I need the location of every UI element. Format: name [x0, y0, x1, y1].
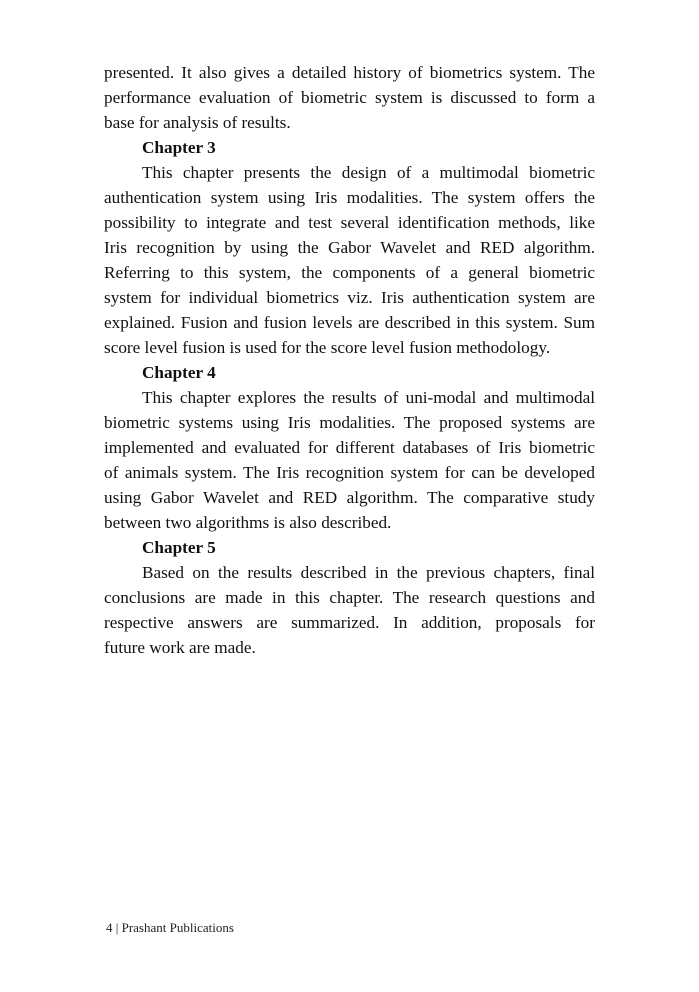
text-line: biometric systems using Iris modalities. The proposed systems are [104, 413, 595, 432]
text-line: system for individual biometrics viz. Iris authentication system are [104, 288, 595, 307]
intro-paragraph [104, 60, 595, 135]
text-line: Based on the results described in the previous chapters, final [142, 563, 595, 582]
text-line: performance evaluation of biometric system is discussed to form a [104, 88, 595, 107]
chapter-5-section [104, 535, 595, 660]
text-line: This chapter explores the results of uni-modal and multimodal [142, 388, 595, 407]
page-footer: 4 | Prashant Publications [106, 920, 234, 935]
text-line: This chapter presents the design of a multimodal biometric [142, 163, 595, 182]
text-line: conclusions are made in this chapter. The research questions and [104, 588, 595, 607]
text-line: score level fusion is used for the score level fusion methodology. [104, 338, 551, 357]
text-line: implemented and evaluated for different databases of Iris biometric [104, 438, 595, 457]
text-line: possibility to integrate and test several identification methods, like [104, 213, 595, 232]
text-line: Referring to this system, the components of a general biometric [104, 263, 595, 282]
text-line: explained. Fusion and fusion levels are described in this system. Sum [104, 313, 595, 332]
page-body [104, 60, 595, 660]
text-line: future work are made. [104, 638, 256, 657]
text-line: using Gabor Wavelet and RED algorithm. The comparative study [104, 488, 595, 507]
chapter-heading: Chapter 3 [142, 138, 216, 157]
chapter-4-section [104, 360, 595, 535]
text-line: Iris recognition by using the Gabor Wavelet and RED algorithm. [104, 238, 595, 257]
text-line: authentication system using Iris modalities. The system offers the [104, 188, 595, 207]
chapter-heading: Chapter 5 [142, 538, 216, 557]
text-line: presented. It also gives a detailed history of biometrics system. The [104, 63, 595, 82]
chapter-3-section [104, 135, 595, 360]
chapter-heading: Chapter 4 [142, 363, 216, 382]
text-line: base for analysis of results. [104, 113, 291, 132]
text-line: between two algorithms is also described. [104, 513, 392, 532]
text-line: of animals system. The Iris recognition system for can be developed [104, 463, 595, 482]
text-line: respective answers are summarized. In addition, proposals for [104, 613, 595, 632]
